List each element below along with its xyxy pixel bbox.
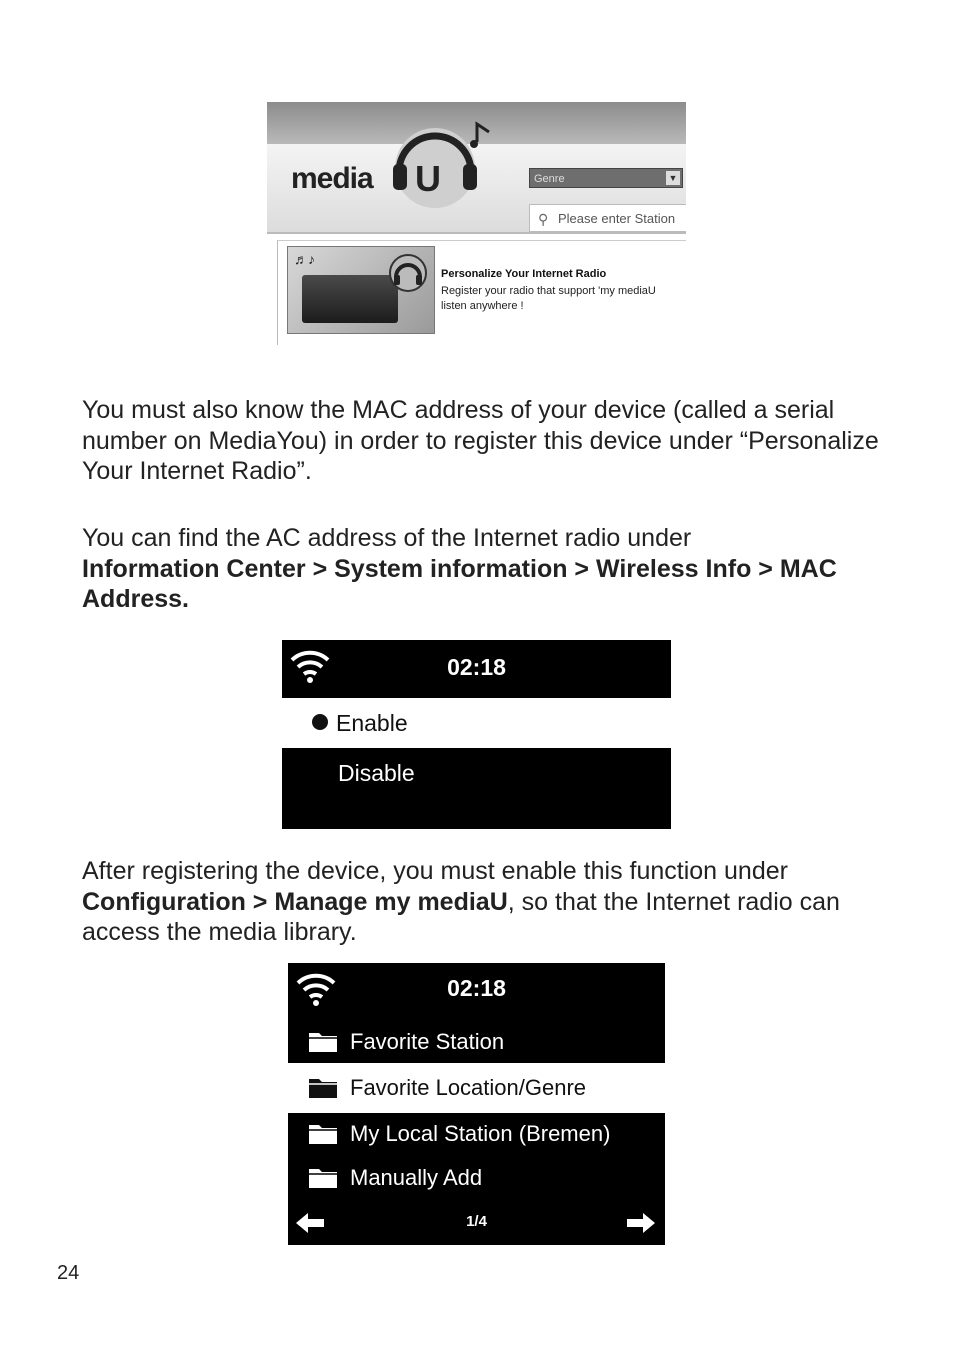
promo-line-2: listen anywhere !	[441, 300, 524, 312]
folder-icon	[308, 1029, 338, 1053]
mediau-website-screenshot	[267, 102, 686, 345]
mediau-logo-u: U	[415, 158, 441, 199]
menu-item-favorite-station[interactable]	[308, 1029, 504, 1055]
menu-item-label: Manually Add	[350, 1165, 483, 1190]
menu-item-label: Favorite Location/Genre	[350, 1075, 587, 1100]
menu-lower-area	[282, 748, 671, 829]
radio-photo	[287, 246, 435, 334]
option-enable-label: Enable	[336, 710, 408, 736]
mediau-logo-text: media	[291, 162, 373, 195]
menu-item-label: Favorite Station	[350, 1029, 505, 1054]
folder-icon	[308, 1121, 338, 1145]
status-bar	[282, 640, 671, 698]
search-icon: ⚲	[538, 211, 549, 227]
find-mac-paragraph	[82, 523, 882, 615]
page-number: 24	[57, 1262, 80, 1284]
genre-select-value: Genre	[534, 173, 565, 185]
enable-function-after: , so that the Internet radio can access the media library.	[82, 887, 840, 946]
genre-select[interactable]	[529, 168, 683, 188]
headphones-badge-icon	[388, 253, 428, 293]
manage-mediau-path: Configuration > Manage my mediaU	[82, 887, 508, 916]
device-screen-enable-disable	[282, 640, 671, 829]
dropdown-arrow-icon: ▼	[666, 171, 680, 185]
mac-address-paragraph: You must also know the MAC address of your device (called a serial number on MediaYou) in order to register this device under “Personalize Your Internet Radio”.	[82, 396, 879, 485]
device-screen-manage-mediau	[288, 963, 665, 1245]
menu-item-manually-add[interactable]	[308, 1165, 482, 1191]
page-indicator: 1/4	[466, 1213, 487, 1230]
music-note-icon: ♬♪	[294, 251, 315, 267]
clock-time: 02:18	[447, 975, 506, 1001]
mac-menu-path: Information Center > System information > Wireless Info > MAC Address.	[82, 554, 837, 613]
station-search-input[interactable]	[529, 204, 686, 232]
radio-device-image	[302, 275, 398, 323]
folder-icon	[308, 1075, 338, 1099]
option-enable[interactable]	[312, 710, 408, 737]
promo-line-1: Register your radio that support 'my mediaU	[441, 285, 656, 297]
selected-radio-dot-icon	[312, 714, 328, 730]
clock-time: 02:18	[447, 654, 506, 680]
menu-item-label: My Local Station (Bremen)	[350, 1121, 611, 1146]
folder-icon	[308, 1165, 338, 1189]
option-disable[interactable]: Disable	[338, 760, 415, 786]
arrow-right-icon[interactable]	[625, 1211, 657, 1235]
enable-function-before: After registering the device, you must enable this function under	[82, 857, 788, 885]
menu-item-my-local-station[interactable]	[308, 1121, 610, 1147]
promo-title[interactable]: Personalize Your Internet Radio	[441, 268, 607, 280]
station-search-placeholder: Please enter Station	[558, 211, 676, 226]
enable-function-paragraph	[82, 856, 882, 948]
find-mac-intro: You can find the AC address of the Internet radio under	[82, 524, 692, 552]
menu-item-favorite-location-genre[interactable]	[308, 1075, 586, 1101]
